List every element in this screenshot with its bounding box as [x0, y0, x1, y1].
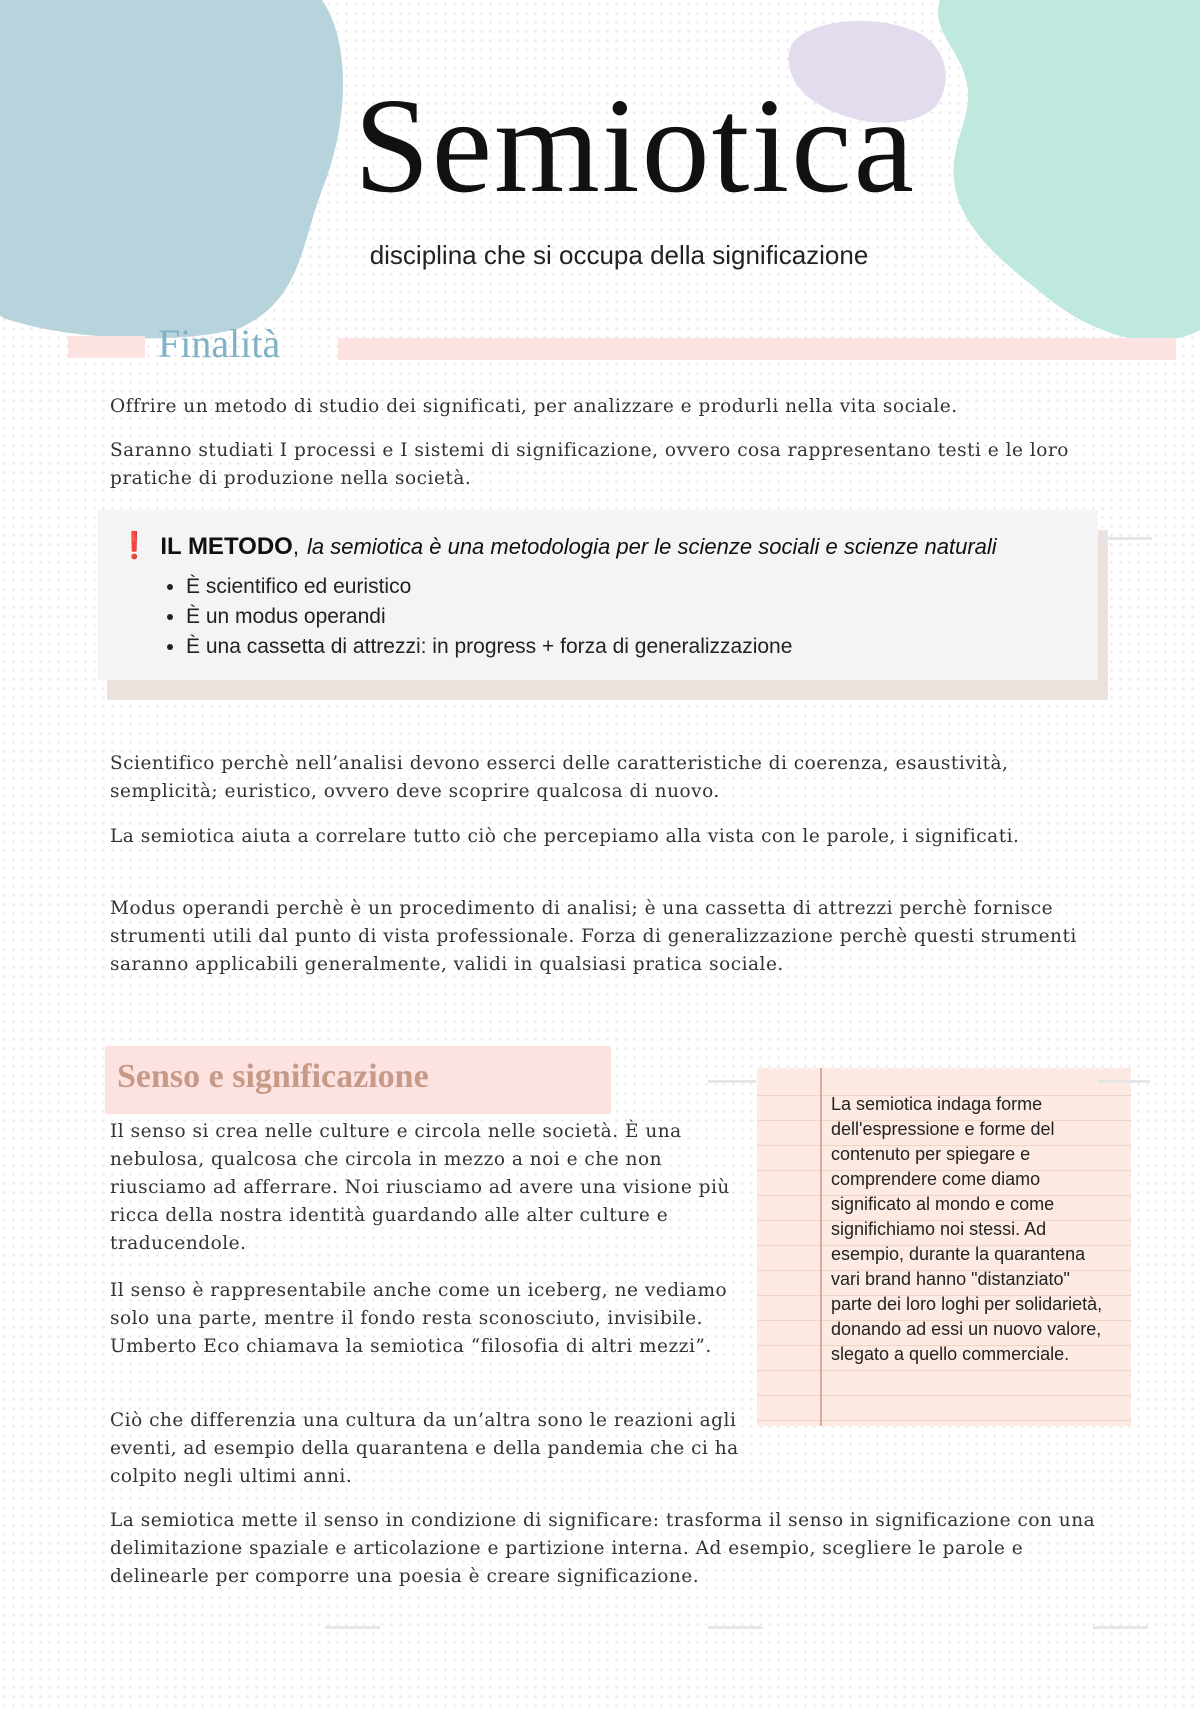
senso-paragraph-1: Il senso si crea nelle culture e circola nelle società. È una nebulosa, qualcosa che circola in mezzo a noi e che non riusciamo ad afferrare. Noi riusciamo ad avere una visione più ricca della nostra identità guardando alle alter culture e traducendole. — [110, 1121, 730, 1254]
side-note-card — [757, 1068, 1131, 1426]
list-item: • È una cassetta di attrezzi: in progress + forza di generalizzazione — [186, 632, 792, 662]
page-subtitle: disciplina che si occupa della significazione — [369, 240, 869, 270]
note-margin-line — [820, 1068, 822, 1426]
metodo-title: IL METODO — [160, 533, 293, 560]
list-item: • È scientifico ed euristico — [186, 572, 792, 602]
decorative-dash — [708, 1626, 763, 1629]
decorative-dash — [708, 1080, 756, 1083]
explanation-paragraph-2: La semiotica aiuta a correlare tutto ciò che percepiamo alla vista con le parole, i significati. — [110, 826, 1020, 847]
senso-paragraph-3: Ciò che differenzia una cultura da un’altra sono le reazioni agli eventi, ad esempio della quarantena e della pandemia che ci ha colpito negli ultimi anni. — [110, 1410, 739, 1487]
metodo-separator: , — [292, 534, 299, 559]
decorative-dash — [325, 1626, 380, 1629]
senso-heading: Senso e significazione — [117, 1058, 429, 1095]
side-note-text: La semiotica indaga forme dell'espressione e forme del contenuto per spiegare e comprendere come diamo significato al mondo e come significhiamo noi stessi. Ad esempio, durante la quarantena vari brand hanno "distanziato" parte dei loro loghi per solidarietà, donando ad essi un nuovo valore, slegato a quello commerciale. — [831, 1094, 1103, 1364]
page-title: Semiotica — [354, 71, 916, 221]
senso-paragraph-2: Il senso è rappresentabile anche come un iceberg, ne vediamo solo una parte, mentre il fondo resta sconosciuto, invisibile. Umberto Eco chiamava la semiotica “filosofia di altri mezzi”. — [110, 1280, 728, 1357]
finalita-paragraph-2: Saranno studiati I processi e I sistemi di significazione, ovvero cosa rappresentano testi e le loro pratiche di produzione nella società. — [110, 440, 1069, 489]
decorative-dash — [1098, 1080, 1150, 1083]
finalita-paragraph-1: Offrire un metodo di studio dei significati, per analizzare e produrli nella vita sociale. — [110, 396, 958, 417]
finalita-bar-left — [68, 336, 145, 358]
explanation-paragraph-1: Scientifico perchè nell’analisi devono esserci delle caratteristiche di coerenza, esaustività, semplicità; euristico, ovvero deve scoprire qualcosa di nuovo. — [110, 753, 1009, 802]
explanation-paragraph-3: Modus operandi perchè è un procedimento di analisi; è una cassetta di attrezzi perchè fornisce strumenti utili dal punto di vista professionale. Forza di generalizzazione perchè questi strumenti saranno applicabili generalmente, validi in qualsiasi pratica sociale. — [110, 898, 1077, 975]
decorative-dash — [1100, 537, 1152, 540]
metodo-list — [150, 572, 792, 662]
decorative-dash — [1093, 1626, 1148, 1629]
metodo-description: la semiotica è una metodologia per le scienze sociali e scienze naturali — [306, 534, 997, 559]
finalita-bar-right — [338, 338, 1176, 360]
finalita-heading: Finalità — [158, 321, 281, 366]
exclamation-icon: ❗ — [118, 530, 151, 560]
senso-closing-paragraph: La semiotica mette il senso in condizione di significare: trasforma il senso in significazione con una delimitazione spaziale e articolazione e partizione interna. Ad esempio, scegliere le parole e delinearle per comporre una poesia è creare significazione. — [110, 1510, 1096, 1587]
metodo-heading-line — [118, 530, 997, 561]
list-item: • È un modus operandi — [186, 602, 792, 632]
